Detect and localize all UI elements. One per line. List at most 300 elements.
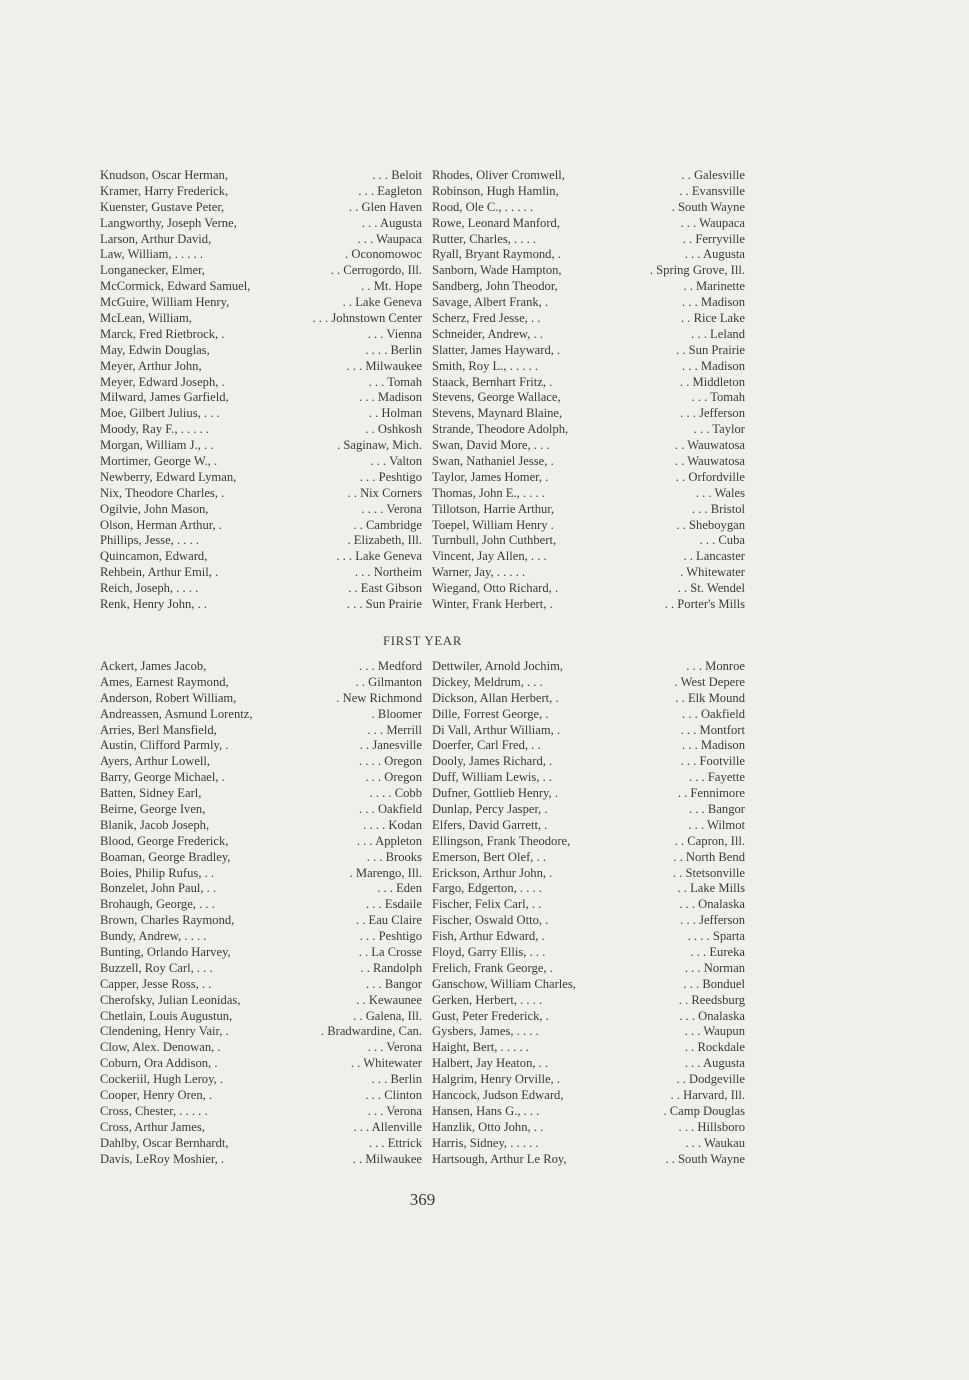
hometown: . . Lake Mills — [677, 881, 745, 896]
student-name: Cross, Chester, . . . . . — [100, 1103, 208, 1118]
roster-entry — [432, 707, 745, 723]
student-name: McCormick, Edward Samuel, — [100, 279, 251, 294]
student-name: Newberry, Edward Lyman, — [100, 469, 237, 484]
roster-entry — [432, 1136, 745, 1152]
roster-entry — [100, 1152, 422, 1168]
student-name: Hanzlik, Otto John, . . — [432, 1119, 544, 1134]
roster-entry — [432, 184, 745, 200]
student-name: Dahlby, Oscar Bernhardt, — [100, 1135, 229, 1150]
roster-column-left — [100, 168, 422, 613]
student-name: Emerson, Bert Olef, . . — [432, 849, 547, 864]
hometown: . . . Beloit — [372, 168, 422, 182]
hometown: . . Lake Geneva — [342, 295, 422, 310]
hometown: . . . Augusta — [684, 1056, 745, 1071]
hometown: . . Randolph — [360, 960, 422, 975]
roster-entry — [432, 311, 745, 327]
hometown: . . . Hillsboro — [678, 1119, 745, 1134]
roster-entry — [100, 834, 422, 850]
hometown: . . Janesville — [359, 738, 422, 753]
roster-entry — [432, 834, 745, 850]
roster-entry — [100, 454, 422, 470]
hometown: . . Milwaukee — [352, 1151, 422, 1166]
roster-entry — [432, 422, 745, 438]
hometown: . . . . Sparta — [687, 929, 745, 944]
roster-entry — [100, 1088, 422, 1104]
student-name: Buzzell, Roy Carl, . . . — [100, 960, 213, 975]
hometown: . . Eau Claire — [355, 913, 422, 928]
roster-entry — [100, 786, 422, 802]
roster-entry — [100, 390, 422, 406]
student-name: Duff, William Lewis, . . — [432, 770, 553, 785]
roster-entry — [432, 1088, 745, 1104]
student-name: Barry, George Michael, . — [100, 770, 225, 785]
roster-entry — [432, 359, 745, 375]
roster-entry — [100, 518, 422, 534]
roster-entry — [432, 945, 745, 961]
student-name: Gust, Peter Frederick, . — [432, 1008, 549, 1023]
hometown: . . . Fayette — [689, 770, 745, 785]
roster-entry — [100, 850, 422, 866]
roster-entry — [432, 1056, 745, 1072]
roster-entry — [100, 200, 422, 216]
hometown: . . East Gibson — [348, 581, 422, 596]
roster-entry — [432, 754, 745, 770]
hometown: . . . Northeim — [354, 565, 422, 580]
hometown: . . . Bristol — [691, 501, 745, 516]
student-name: Dickson, Allan Herbert, . — [432, 690, 559, 705]
student-name: Marck, Fred Rietbrock, . — [100, 326, 225, 341]
student-name: Fargo, Edgerton, . . . . — [432, 881, 542, 896]
student-name: Fischer, Felix Carl, . . — [432, 897, 542, 912]
hometown: . . . Madison — [682, 358, 745, 373]
roster-entry — [100, 1040, 422, 1056]
student-name: Dille, Forrest George, . — [432, 706, 549, 721]
student-name: Tillotson, Harrie Arthur, — [432, 501, 555, 516]
student-name: Olson, Herman Arthur, . — [100, 517, 222, 532]
roster-entry — [100, 549, 422, 565]
student-name: Kuenster, Gustave Peter, — [100, 199, 225, 214]
student-name: Erickson, Arthur John, . — [432, 865, 553, 880]
hometown: . . . Augusta — [684, 247, 745, 262]
student-name: Mortimer, George W., . — [100, 454, 218, 469]
roster-entry — [432, 454, 745, 470]
student-name: Cooper, Henry Oren, . — [100, 1088, 213, 1103]
hometown: . . . Berlin — [371, 1072, 422, 1087]
hometown: . . . . Kodan — [363, 817, 422, 832]
student-name: Ganschow, William Charles, — [432, 976, 576, 991]
hometown: . . Porter's Mills — [664, 597, 745, 612]
roster-entry — [432, 866, 745, 882]
student-name: Quincamon, Edward, — [100, 549, 208, 564]
hometown: . . . Waupun — [684, 1024, 745, 1039]
student-name: Brown, Charles Raymond, — [100, 913, 235, 928]
roster-entry — [100, 945, 422, 961]
hometown: . Elizabeth, Ill. — [347, 533, 422, 548]
roster-entry — [432, 1152, 745, 1168]
hometown: . New Richmond — [336, 690, 422, 705]
hometown: . . . . Cobb — [369, 786, 422, 801]
hometown: . . . Tomah — [368, 374, 422, 389]
hometown: . . . Appleton — [356, 833, 422, 848]
hometown: . . Cerrogordo, Ill. — [330, 263, 422, 278]
hometown: . . Fennimore — [677, 786, 745, 801]
hometown: . . . Eden — [377, 881, 422, 896]
roster-entry — [100, 1120, 422, 1136]
student-name: Longanecker, Elmer, — [100, 263, 205, 278]
hometown: . . Harvard, Ill. — [670, 1088, 745, 1103]
hometown: . . . Waukau — [685, 1135, 745, 1150]
roster-entry — [432, 343, 745, 359]
hometown: . . . Leland — [691, 326, 745, 341]
roster-entry — [100, 311, 422, 327]
student-name: Winter, Frank Herbert, . — [432, 597, 553, 612]
roster-entry — [100, 533, 422, 549]
hometown: . . . Footville — [680, 754, 745, 769]
roster-entry — [100, 216, 422, 232]
student-name: Sanborn, Wade Hampton, — [432, 263, 562, 278]
hometown: . . . Taylor — [693, 422, 745, 437]
student-name: Clendening, Henry Vair, . — [100, 1024, 229, 1039]
student-name: Capper, Jesse Ross, . . — [100, 976, 212, 991]
hometown: . . Capron, Ill. — [674, 833, 745, 848]
hometown: . . . . Berlin — [365, 342, 422, 357]
hometown: . . Holman — [368, 406, 422, 421]
student-name: Strande, Theodore Adolph, — [432, 422, 569, 437]
hometown: . . . Jefferson — [680, 913, 745, 928]
roster-entry — [100, 597, 422, 613]
student-name: Harris, Sidney, . . . . . — [432, 1135, 539, 1150]
roster-entry — [432, 1120, 745, 1136]
roster-entry — [432, 581, 745, 597]
hometown: . . Stetsonville — [672, 865, 745, 880]
hometown: . . Galena, Ill. — [353, 1008, 422, 1023]
hometown: . . Wauwatosa — [674, 454, 745, 469]
hometown: . . . Oakfield — [359, 802, 422, 817]
hometown: . . Middleton — [679, 374, 745, 389]
student-name: Ellingson, Frank Theodore, — [432, 833, 571, 848]
roster-entry — [100, 168, 422, 184]
student-name: Boies, Philip Rufus, . . — [100, 865, 215, 880]
hometown: . . . Allenville — [353, 1119, 422, 1134]
student-name: Kramer, Harry Frederick, — [100, 183, 229, 198]
student-name: Langworthy, Joseph Verne, — [100, 215, 237, 230]
student-name: Frelich, Frank George, . — [432, 960, 553, 975]
roster-entry — [432, 597, 745, 613]
roster-entry — [100, 770, 422, 786]
roster-entry — [100, 438, 422, 454]
student-name: Halgrim, Henry Orville, . — [432, 1072, 561, 1087]
hometown: . . . Eagleton — [358, 183, 422, 198]
student-name: Dunlap, Percy Jasper, . — [432, 802, 548, 817]
roster-entry — [432, 659, 745, 675]
roster-entry — [100, 247, 422, 263]
student-name: Smith, Roy L., . . . . . — [432, 358, 539, 373]
roster-entry — [100, 897, 422, 913]
roster-entry — [432, 977, 745, 993]
roster-entry — [432, 327, 745, 343]
student-name: Dufner, Gottlieb Henry, . — [432, 786, 558, 801]
student-name: Sandberg, John Theodor, — [432, 279, 558, 294]
student-name: Toepel, William Henry . — [432, 517, 554, 532]
student-name: Cockeriil, Hugh Leroy, . — [100, 1072, 223, 1087]
student-name: Slatter, James Hayward, . — [432, 342, 561, 357]
student-name: Rehbein, Arthur Emil, . — [100, 565, 219, 580]
student-name: Austin, Clifford Parmly, . — [100, 738, 229, 753]
hometown: . . . . Oregon — [359, 754, 422, 769]
hometown: . . . Jefferson — [680, 406, 745, 421]
hometown: . . . Sun Prairie — [346, 597, 422, 612]
student-name: Rood, Ole C., . . . . . — [432, 199, 534, 214]
roster-entry — [432, 1040, 745, 1056]
hometown: . . Lancaster — [683, 549, 745, 564]
roster-entry — [432, 200, 745, 216]
roster-section-first-year — [100, 659, 745, 1168]
student-name: Blood, George Frederick, — [100, 833, 229, 848]
hometown: . . Ferryville — [682, 231, 745, 246]
hometown: . . Dodgeville — [676, 1072, 745, 1087]
student-name: Arries, Berl Mansfield, — [100, 722, 217, 737]
roster-entry — [432, 502, 745, 518]
student-name: Reich, Joseph, . . . . — [100, 581, 199, 596]
hometown: . Whitewater — [680, 565, 745, 580]
hometown: . . Oshkosh — [365, 422, 422, 437]
student-name: Ayers, Arthur Lowell, — [100, 754, 211, 769]
hometown: . . . Montfort — [680, 722, 745, 737]
student-name: Bunting, Orlando Harvey, — [100, 945, 231, 960]
roster-entry — [100, 1009, 422, 1025]
hometown: . . Glen Haven — [348, 199, 422, 214]
roster-entry — [100, 707, 422, 723]
hometown: . . North Bend — [673, 849, 745, 864]
roster-entry — [100, 738, 422, 754]
hometown: . . Rockdale — [684, 1040, 745, 1055]
hometown: . . . Esdaile — [366, 897, 422, 912]
hometown: . . . Lake Geneva — [336, 549, 422, 564]
section-heading-first-year: FIRST YEAR — [382, 634, 463, 648]
roster-entry — [432, 279, 745, 295]
roster-entry — [100, 422, 422, 438]
roster-entry — [100, 470, 422, 486]
student-name: Gysbers, James, . . . . — [432, 1024, 539, 1039]
hometown: . . South Wayne — [665, 1151, 745, 1166]
roster-entry — [100, 486, 422, 502]
hometown: . . Kewaunee — [356, 992, 422, 1007]
roster-entry — [432, 786, 745, 802]
hometown: . Camp Douglas — [663, 1103, 745, 1118]
hometown: . . . Vienna — [367, 326, 422, 341]
roster-entry — [100, 802, 422, 818]
student-name: Stevens, George Wallace, — [432, 390, 561, 405]
student-name: Savage, Albert Frank, . — [432, 295, 549, 310]
hometown: . . Nix Corners — [347, 485, 422, 500]
hometown: . Bradwardine, Can. — [320, 1024, 422, 1039]
roster-entry — [100, 1024, 422, 1040]
roster-entry — [100, 359, 422, 375]
roster-entry — [100, 659, 422, 675]
hometown: . Marengo, Ill. — [349, 865, 422, 880]
roster-entry — [100, 327, 422, 343]
student-name: Cherofsky, Julian Leonidas, — [100, 992, 241, 1007]
student-name: Moe, Gilbert Julius, . . . — [100, 406, 220, 421]
hometown: . . . Cuba — [699, 533, 745, 548]
hometown: . . . Eureka — [690, 945, 745, 960]
hometown: . . Cambridge — [353, 517, 422, 532]
roster-entry — [100, 881, 422, 897]
roster-entry — [432, 770, 745, 786]
hometown: . . Marinette — [683, 279, 745, 294]
hometown: . . . Merrill — [367, 722, 422, 737]
student-name: Swan, David More, . . . — [432, 438, 550, 453]
student-name: Elfers, David Garrett, . — [432, 817, 548, 832]
student-name: Floyd, Garry Ellis, . . . — [432, 945, 546, 960]
roster-entry — [432, 1009, 745, 1025]
roster-entry — [100, 977, 422, 993]
roster-entry — [432, 470, 745, 486]
hometown: . . . Bangor — [366, 976, 422, 991]
roster-entry — [432, 929, 745, 945]
hometown: . . . Augusta — [361, 215, 422, 230]
roster-entry — [100, 675, 422, 691]
student-name: Bundy, Andrew, . . . . — [100, 929, 207, 944]
hometown: . . . Brooks — [366, 849, 422, 864]
student-name: Turnbull, John Cuthbert, — [432, 533, 557, 548]
student-name: Blanik, Jacob Joseph, — [100, 817, 210, 832]
student-name: Phillips, Jesse, . . . . — [100, 533, 200, 548]
roster-entry — [100, 184, 422, 200]
student-name: May, Edwin Douglas, — [100, 342, 210, 357]
roster-entry — [100, 1072, 422, 1088]
hometown: . . Galesville — [681, 168, 745, 182]
roster-entry — [100, 343, 422, 359]
roster-section-continued — [100, 168, 745, 613]
roster-entry — [100, 1136, 422, 1152]
hometown: . . . Madison — [682, 738, 745, 753]
roster-entry — [432, 1024, 745, 1040]
roster-entry — [100, 754, 422, 770]
hometown: . Oconomowoc — [345, 247, 422, 262]
roster-entry — [100, 723, 422, 739]
roster-entry — [432, 263, 745, 279]
roster-entry — [432, 993, 745, 1009]
hometown: . . . Waupaca — [680, 215, 745, 230]
hometown: . . . Oakfield — [682, 706, 745, 721]
hometown: . . St. Wendel — [677, 581, 745, 596]
hometown: . . Evansville — [679, 183, 745, 198]
hometown: . . . Madison — [359, 390, 422, 405]
student-name: Brohaugh, George, . . . — [100, 897, 215, 912]
roster-entry — [100, 279, 422, 295]
student-name: Wiegand, Otto Richard, . — [432, 581, 559, 596]
hometown: . . . Wilmot — [688, 817, 745, 832]
student-name: Morgan, William J., . . — [100, 438, 214, 453]
roster-entry — [432, 818, 745, 834]
student-name: Haight, Bert, . . . . . — [432, 1040, 529, 1055]
hometown: . . . Verona — [367, 1103, 422, 1118]
student-name: Larson, Arthur David, — [100, 231, 212, 246]
student-name: Dettwiler, Arnold Jochim, — [432, 659, 564, 673]
roster-entry — [432, 1104, 745, 1120]
roster-entry — [100, 818, 422, 834]
student-name: Batten, Sidney Earl, — [100, 786, 202, 801]
student-name: Anderson, Robert William, — [100, 690, 237, 705]
student-name: Beirne, George Iven, — [100, 802, 206, 817]
student-name: Moody, Ray F., . . . . . — [100, 422, 210, 437]
student-name: Coburn, Ora Addison, . — [100, 1056, 218, 1071]
student-name: Staack, Bernhart Fritz, . — [432, 374, 553, 389]
hometown: . . . Johnstown Center — [312, 311, 422, 326]
student-name: Schneider, Andrew, . . — [432, 326, 543, 341]
student-name: Doerfer, Carl Fred, . . — [432, 738, 541, 753]
roster-entry — [432, 549, 745, 565]
student-name: Rowe, Leonard Manford, — [432, 215, 560, 230]
student-name: Nix, Theodore Charles, . — [100, 485, 225, 500]
roster-entry — [100, 565, 422, 581]
roster-entry — [100, 1104, 422, 1120]
roster-entry — [100, 913, 422, 929]
student-name: Bonzelet, John Paul, . . — [100, 881, 217, 896]
roster-entry — [432, 802, 745, 818]
roster-entry — [100, 406, 422, 422]
student-name: McGuire, William Henry, — [100, 295, 230, 310]
student-name: Clow, Alex. Denowan, . — [100, 1040, 221, 1055]
student-name: Milward, James Garfield, — [100, 390, 229, 405]
hometown: . . Sheboygan — [676, 517, 745, 532]
hometown: . . . Peshtigo — [359, 469, 422, 484]
hometown: . . . Onalaska — [679, 897, 745, 912]
hometown: . . . Peshtigo — [359, 929, 422, 944]
hometown: . . Wauwatosa — [674, 438, 745, 453]
roster-entry — [432, 232, 745, 248]
student-name: Thomas, John E., . . . . — [432, 485, 545, 500]
hometown: . . Rice Lake — [681, 311, 745, 326]
roster-column-left — [100, 659, 422, 1168]
student-name: Taylor, James Homer, . — [432, 469, 549, 484]
roster-entry — [432, 897, 745, 913]
student-name: Gerken, Herbert, . . . . — [432, 992, 543, 1007]
hometown: . Spring Grove, Ill. — [649, 263, 745, 278]
roster-entry — [432, 691, 745, 707]
student-name: Davis, LeRoy Moshier, . — [100, 1151, 225, 1166]
student-name: Hansen, Hans G., . . . — [432, 1103, 540, 1118]
hometown: . . . Madison — [682, 295, 745, 310]
student-name: Ames, Earnest Raymond, — [100, 674, 229, 689]
hometown: . . Gilmanton — [355, 674, 422, 689]
student-name: Scherz, Fred Jesse, . . — [432, 311, 541, 326]
roster-entry — [432, 723, 745, 739]
student-name: Law, William, . . . . . — [100, 247, 204, 262]
roster-entry — [100, 502, 422, 518]
student-name: Ackert, James Jacob, — [100, 659, 207, 673]
student-name: Andreassen, Asmund Lorentz, — [100, 706, 253, 721]
hometown: . . La Crosse — [358, 945, 422, 960]
hometown: . . . Oregon — [365, 770, 422, 785]
roster-entry — [432, 518, 745, 534]
roster-entry — [432, 533, 745, 549]
roster-entry — [100, 866, 422, 882]
student-name: Rutter, Charles, . . . . — [432, 231, 537, 246]
student-name: Chetlain, Louis Augustun, — [100, 1008, 233, 1023]
roster-entry — [432, 295, 745, 311]
roster-entry — [100, 691, 422, 707]
roster-entry — [100, 375, 422, 391]
roster-entry — [100, 961, 422, 977]
roster-entry — [432, 675, 745, 691]
hometown: . West Depere — [674, 674, 745, 689]
student-name: Halbert, Jay Heaton, . . — [432, 1056, 549, 1071]
hometown: . . . Bonduel — [683, 976, 745, 991]
hometown: . . . Wales — [695, 485, 745, 500]
hometown: . . . Onalaska — [679, 1008, 745, 1023]
